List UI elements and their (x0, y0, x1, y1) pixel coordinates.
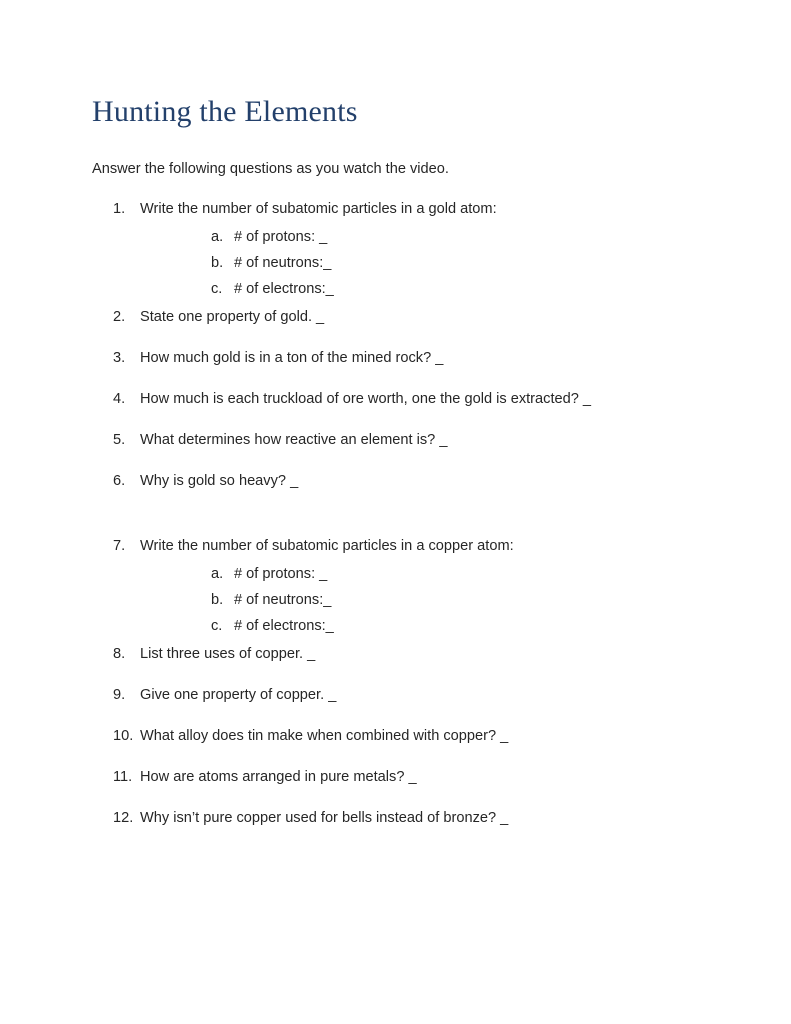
questions-list (92, 200, 712, 827)
question-number: 9. (113, 687, 126, 704)
question-number: 5. (113, 432, 126, 449)
question-number: 3. (113, 350, 126, 367)
question-text: Write the number of subatomic particles in a gold atom: (140, 201, 497, 218)
question-item (92, 390, 712, 409)
subitem-text: # of protons: _ (234, 566, 328, 583)
question-text: How much is each truckload of ore worth, one the gold is extracted? _ (140, 391, 592, 408)
subitem-text: # of neutrons:_ (234, 255, 332, 272)
question-subitem (140, 280, 712, 299)
question-subitem (140, 254, 712, 273)
question-text: What alloy does tin make when combined with copper? _ (140, 728, 509, 744)
question-subitems-list (140, 228, 712, 299)
question-text: How are atoms arranged in pure metals? _ (140, 768, 417, 785)
question-text: Give one property of copper. _ (140, 687, 337, 704)
question-number: 4. (113, 391, 126, 408)
question-item (92, 645, 712, 664)
question-subitem (140, 591, 712, 610)
question-item (92, 727, 712, 746)
subitem-letter: b. (211, 592, 224, 609)
subitem-letter: c. (211, 618, 223, 635)
question-item (92, 472, 712, 491)
document-body (92, 0, 712, 828)
subitem-text: # of electrons:_ (234, 281, 334, 298)
subitem-letter: a. (211, 229, 224, 246)
question-number: 10. (113, 728, 134, 744)
page-title: Hunting the Elements (92, 95, 358, 128)
subitem-text: # of neutrons:_ (234, 592, 332, 609)
question-text: How much gold is in a ton of the mined rock? _ (140, 350, 444, 367)
question-subitem (140, 228, 712, 247)
question-item (92, 809, 712, 828)
question-item (92, 768, 712, 787)
question-number: 12. (113, 809, 134, 826)
question-item (92, 537, 712, 636)
question-item (92, 200, 712, 299)
question-text: List three uses of copper. _ (140, 646, 316, 663)
question-item (92, 308, 712, 327)
question-text: What determines how reactive an element is? _ (140, 432, 448, 449)
question-number: 6. (113, 473, 126, 490)
question-number: 8. (113, 646, 126, 663)
intro-instructions: Answer the following questions as you watch the video. (92, 160, 449, 177)
question-item (92, 349, 712, 368)
subitem-text: # of electrons:_ (234, 618, 334, 635)
question-number: 1. (113, 201, 126, 218)
subitem-letter: a. (211, 566, 224, 583)
question-text: State one property of gold. _ (140, 309, 325, 326)
question-subitem (140, 617, 712, 636)
subitem-letter: c. (211, 281, 223, 298)
question-item (92, 431, 712, 450)
question-number: 11. (113, 768, 133, 785)
question-number: 2. (113, 309, 126, 326)
question-text: Write the number of subatomic particles in a copper atom: (140, 538, 514, 555)
question-number: 7. (113, 538, 126, 555)
subitem-letter: b. (211, 255, 224, 272)
question-text: Why isn’t pure copper used for bells instead of bronze? _ (140, 809, 509, 826)
question-subitem (140, 565, 712, 584)
question-text: Why is gold so heavy? _ (140, 473, 299, 490)
question-item (92, 686, 712, 705)
subitem-text: # of protons: _ (234, 229, 328, 246)
question-subitems-list (140, 565, 712, 636)
